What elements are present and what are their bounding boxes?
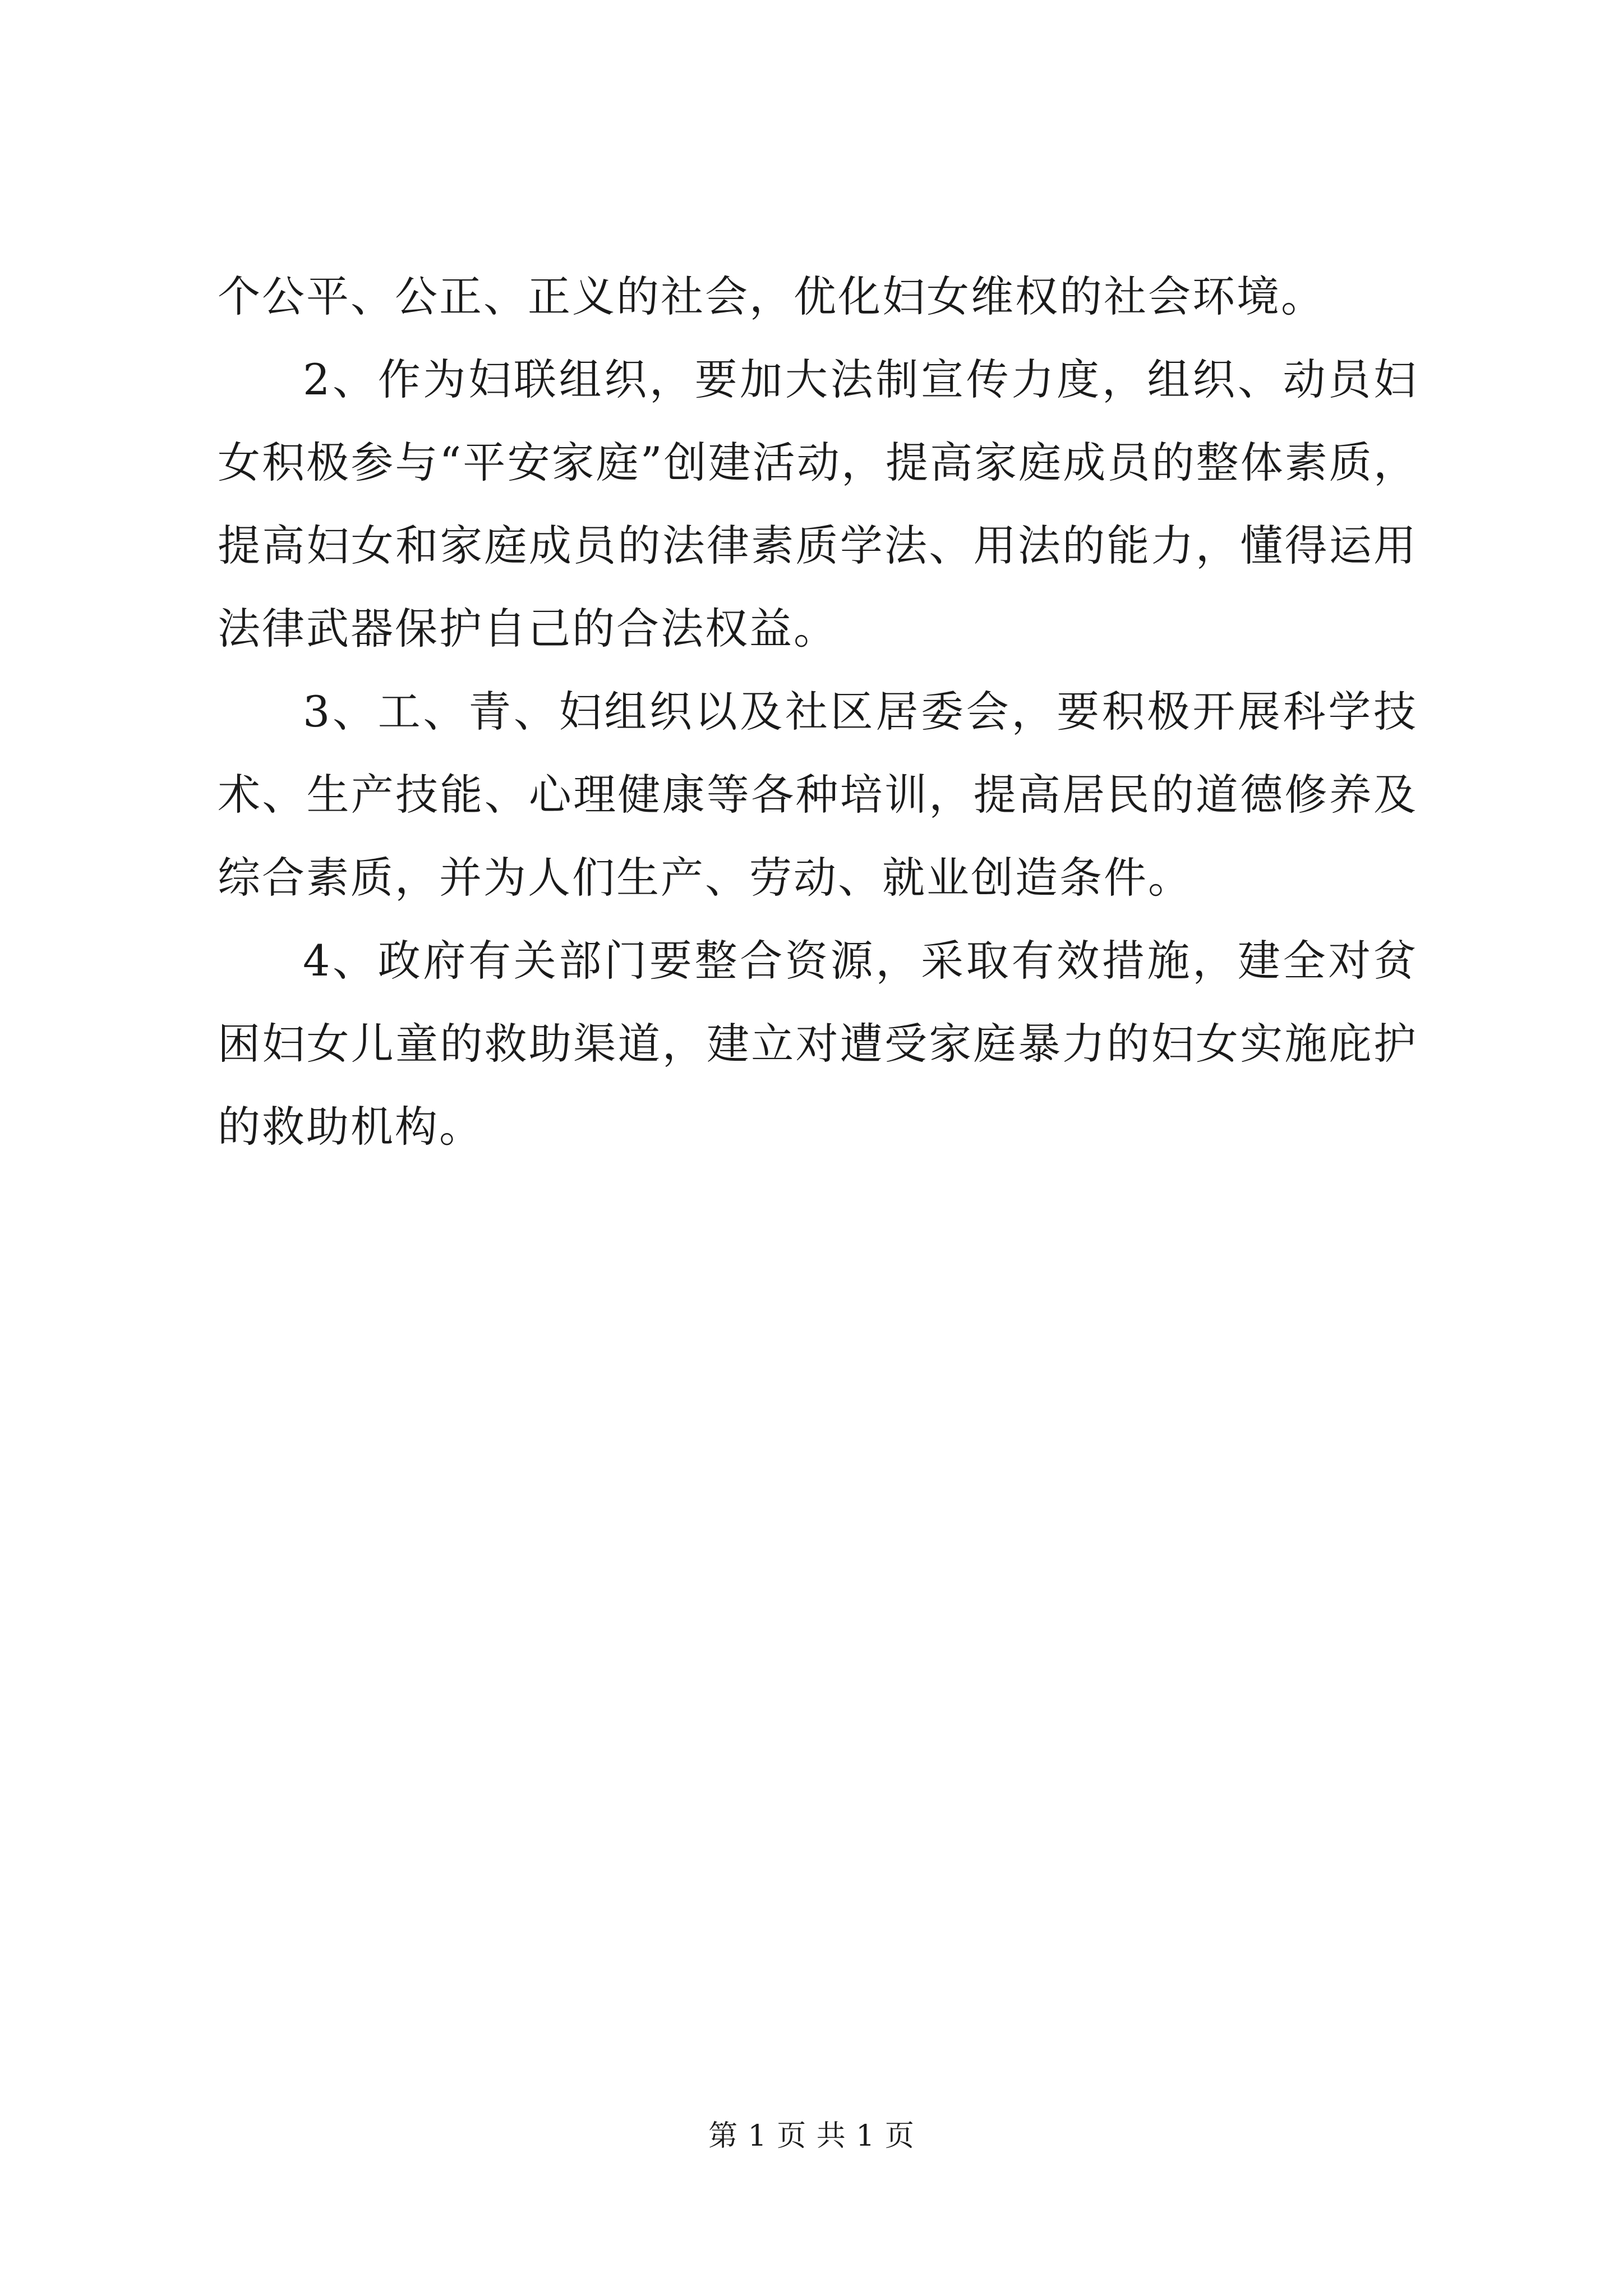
paragraph-item-4: 4、政府有关部门要整合资源，采取有效措施，建全对贫困妇女儿童的救助渠道，建立对遭受家庭暴力的妇女实施庇护的救助机构。 <box>218 936 1418 1152</box>
paragraph-item-2: 2、作为妇联组织，要加大法制宣传力度，组织、动员妇女积极参与“平安家庭”创建活动，提高家庭成员的整体素质，提高妇女和家庭成员的法律素质学法、用法的能力，懂得运用法律武器保护自己的合法权益。 <box>218 355 1418 654</box>
paragraph-continuation: 个公平、公正、正义的社会，优化妇女维权的社会环境。 <box>218 272 1325 321</box>
document-body <box>218 255 1418 1168</box>
paragraph-item-3: 3、工、青、妇组织以及社区居委会，要积极开展科学技术、生产技能、心理健康等各种培训，提高居民的道德修养及综合素质，并为人们生产、劳动、就业创造条件。 <box>218 687 1418 903</box>
page-footer: 第 1 页 共 1 页 <box>708 2119 915 2153</box>
